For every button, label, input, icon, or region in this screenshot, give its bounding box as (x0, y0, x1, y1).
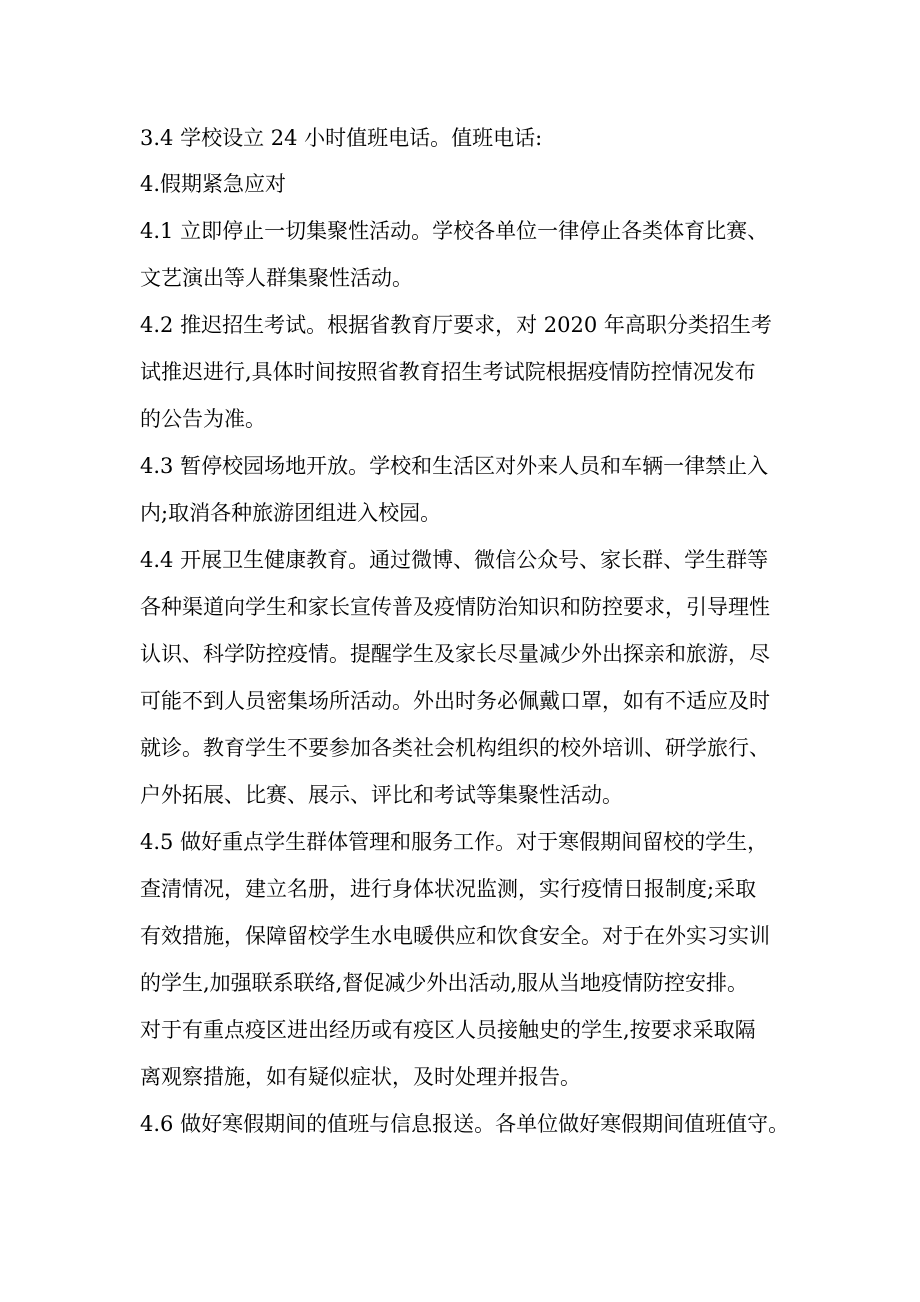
text-line: 文艺演出等人群集聚性活动。 (140, 266, 413, 290)
text-line: 对于有重点疫区进出经历或有疫区人员接触史的学生,按要求采取隔 (140, 1018, 756, 1042)
text-line: 离观察措施，如有疑似症状，及时处理并报告。 (140, 1065, 581, 1089)
text-line: 4.1 立即停止一切集聚性活动。学校各单位一律停止各类体育比赛、 (140, 219, 769, 243)
text-line: 4.5 做好重点学生群体管理和服务工作。对于寒假期间留校的学生， (140, 830, 769, 854)
text-line: 就诊。教育学生不要参加各类社会机构组织的校外培训、研学旅行、 (140, 736, 770, 760)
text-line: 各种渠道向学生和家长宣传普及疫情防治知识和防控要求，引导理性 (140, 595, 770, 619)
section-heading: 4.假期紧急应对 (140, 172, 287, 196)
text-line: 内;取消各种旅游团组进入校园。 (140, 501, 442, 525)
text-line: 试推迟进行,具体时间按照省教育招生考试院根据疫情防控情况发布 (140, 360, 756, 384)
text-line: 的公告为准。 (140, 407, 266, 431)
text-line: 3.4 学校设立 24 小时值班电话。值班电话: (140, 126, 543, 150)
text-line: 查清情况，建立名册，进行身体状况监测，实行疫情日报制度;采取 (140, 877, 757, 901)
text-line: 4.3 暂停校园场地开放。学校和生活区对外来人员和车辆一律禁止入 (140, 454, 769, 478)
text-line: 4.4 开展卫生健康教育。通过微博、微信公众号、家长群、学生群等 (140, 548, 769, 572)
text-line: 可能不到人员密集场所活动。外出时务必佩戴口罩，如有不适应及时 (140, 689, 770, 713)
text-line: 4.6 做好寒假期间的值班与信息报送。各单位做好寒假期间值班值守。 (140, 1112, 790, 1136)
text-line: 有效措施，保障留校学生水电暖供应和饮食安全。对于在外实习实训 (140, 924, 770, 948)
text-line: 的学生,加强联系联络,督促减少外出活动,服从当地疫情防控安排。 (140, 971, 749, 995)
text-line: 户外拓展、比赛、展示、评比和考试等集聚性活动。 (140, 783, 623, 807)
text-line: 认识、科学防控疫情。提醒学生及家长尽量减少外出探亲和旅游，尽 (140, 642, 770, 666)
text-line: 4.2 推迟招生考试。根据省教育厅要求，对 2020 年高职分类招生考 (140, 313, 772, 337)
